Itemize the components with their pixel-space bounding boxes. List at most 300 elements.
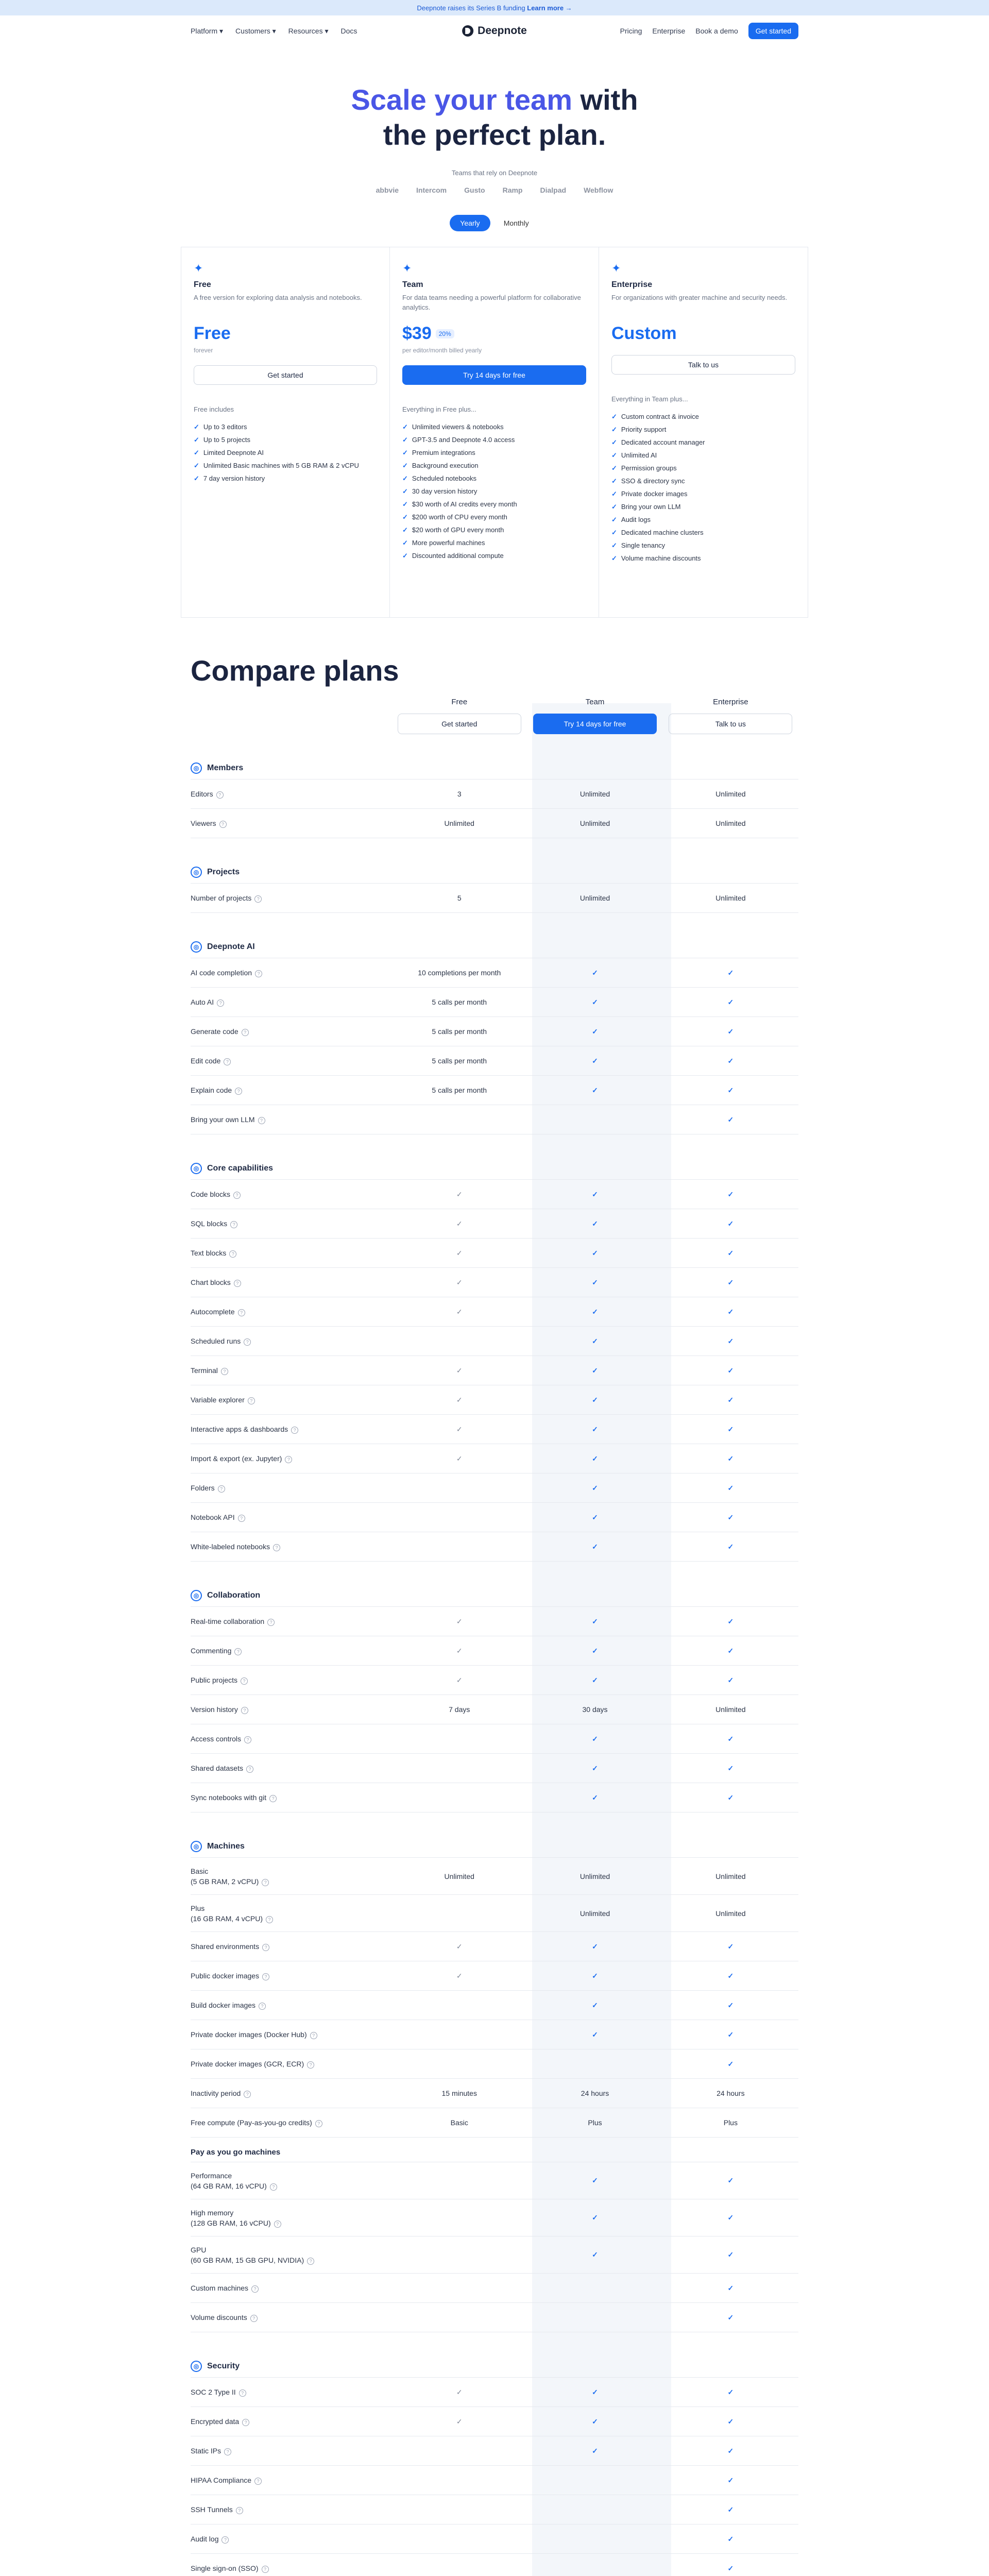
- info-icon[interactable]: ?: [269, 1795, 277, 1802]
- value-cell: [391, 1057, 527, 1065]
- feature-label-text: Auto AI: [191, 998, 214, 1006]
- info-icon[interactable]: ?: [262, 1973, 269, 1980]
- value-cell: [663, 1617, 798, 1626]
- value-text: Unlimited: [579, 1872, 610, 1880]
- value-text: 5 calls per month: [432, 1057, 487, 1065]
- check-icon: ✓: [592, 1395, 598, 1404]
- feature-label-text: Text blocks: [191, 1249, 227, 1257]
- section-header: [191, 936, 798, 958]
- feature-label-text: Performance: [191, 2171, 232, 2180]
- check-icon: ✓: [727, 1646, 734, 1655]
- feature-label: [191, 1056, 391, 1066]
- section-header: [191, 757, 798, 779]
- value-cell: [527, 1676, 662, 1685]
- value-text: Unlimited: [715, 790, 746, 798]
- value-cell: [663, 1425, 798, 1434]
- feature-label-text: Shared datasets: [191, 1764, 243, 1772]
- check-icon: ✓: [592, 1278, 598, 1286]
- value-cell: [391, 2089, 527, 2097]
- value-text: Unlimited: [715, 1909, 746, 1918]
- feature-label-text: High memory: [191, 2208, 234, 2217]
- value-cell: [391, 790, 527, 798]
- value-text: Unlimited: [715, 1872, 746, 1880]
- feature-label-text: Custom machines: [191, 2284, 249, 2292]
- nav-resources[interactable]: Resources ▾: [288, 26, 329, 35]
- info-icon[interactable]: ?: [262, 1879, 269, 1886]
- table-row: [191, 2466, 798, 2495]
- info-icon[interactable]: ?: [267, 1619, 275, 1626]
- info-icon[interactable]: ?: [236, 2507, 243, 2514]
- check-icon: ✓: [727, 1027, 734, 1036]
- value-cell: [663, 2060, 798, 2069]
- value-cell: [527, 1793, 662, 1802]
- logo-gusto: Gusto: [464, 186, 485, 194]
- feature-label-text: (64 GB RAM, 16 vCPU): [191, 2181, 267, 2190]
- value-cell: [391, 1190, 527, 1199]
- table-row: [191, 958, 798, 988]
- info-icon[interactable]: ?: [307, 2061, 314, 2069]
- feature-label: [191, 1866, 391, 1887]
- feature-label: [191, 789, 391, 799]
- feature-label-text: Encrypted data: [191, 2417, 240, 2426]
- plan-price-sub: forever: [194, 347, 213, 354]
- table-row: [191, 1724, 798, 1754]
- feature-label-text: Volume discounts: [191, 2313, 247, 2321]
- table-row: [191, 1932, 798, 1961]
- feature-label-text: Free compute (Pay-as-you-go credits): [191, 2119, 312, 2127]
- info-icon[interactable]: ?: [262, 2566, 269, 2573]
- info-icon[interactable]: ?: [244, 2091, 251, 2098]
- info-icon[interactable]: ?: [266, 1916, 273, 1923]
- value-cell: [391, 2119, 527, 2127]
- value-cell: [663, 2119, 798, 2127]
- value-text: 5 calls per month: [432, 998, 487, 1006]
- check-icon: ✓: [592, 2176, 598, 2184]
- value-text: 5 calls per month: [432, 1086, 487, 1094]
- check-icon: ✓: [592, 1617, 598, 1625]
- info-icon[interactable]: ?: [234, 1648, 242, 1655]
- info-icon[interactable]: ?: [270, 2183, 277, 2191]
- feature-label-text: Plus: [191, 1904, 205, 1912]
- value-cell: [527, 998, 662, 1007]
- check-icon: ✓: [592, 1734, 598, 1743]
- plan-price-value: Custom: [611, 324, 677, 343]
- toggle-monthly[interactable]: Monthly: [503, 219, 529, 227]
- free-plan-icon: ✦: [194, 262, 203, 275]
- plan-card-free: [181, 247, 390, 618]
- value-cell: [663, 2476, 798, 2485]
- compare-col-cta[interactable]: Try 14 days for free: [533, 714, 657, 734]
- nav-enterprise[interactable]: Enterprise: [652, 27, 686, 35]
- plan-cards: [0, 247, 989, 618]
- table-row: [191, 2495, 798, 2524]
- feature-label-text: SQL blocks: [191, 1219, 228, 1228]
- feature-label-text: Static IPs: [191, 2447, 221, 2455]
- check-icon: ✓: [592, 1056, 598, 1065]
- value-cell: [663, 998, 798, 1007]
- section-title: Members: [207, 763, 244, 772]
- feature-label: [191, 1734, 391, 1744]
- value-text: Basic: [450, 2119, 468, 2127]
- check-icon: ✓: [727, 968, 734, 977]
- value-cell: [391, 1027, 527, 1036]
- info-icon[interactable]: ?: [234, 1280, 241, 1287]
- feature-label: [191, 1483, 391, 1493]
- table-row: [191, 779, 798, 809]
- info-icon[interactable]: ?: [235, 1088, 242, 1095]
- plan-description: A free version for exploring data analysis and notebooks.: [194, 294, 362, 301]
- check-icon: ✓: [592, 1336, 598, 1345]
- feature-label-text: Public projects: [191, 1676, 238, 1684]
- info-icon[interactable]: ?: [246, 1766, 253, 1773]
- table-row: [191, 1666, 798, 1695]
- value-cell: [663, 1308, 798, 1316]
- feature-label: [191, 2000, 391, 2010]
- info-icon[interactable]: ?: [219, 821, 227, 828]
- nav-platform[interactable]: Platform ▾: [191, 26, 224, 35]
- value-cell: [527, 2388, 662, 2397]
- plan-price: [611, 324, 795, 344]
- check-icon: ✓: [727, 2564, 734, 2572]
- section-title: Deepnote AI: [207, 942, 255, 951]
- toggle-yearly[interactable]: Yearly: [450, 215, 490, 231]
- plan-price-value: Free: [194, 324, 231, 343]
- logo-ramp: Ramp: [502, 186, 523, 194]
- info-icon[interactable]: ?: [251, 2285, 259, 2293]
- check-icon: ✓: [727, 1190, 734, 1198]
- check-icon: ✓: [456, 1425, 463, 1433]
- feature-label-text: Terminal: [191, 1366, 218, 1375]
- info-icon[interactable]: ?: [315, 2120, 322, 2127]
- value-cell: [527, 790, 662, 798]
- value-cell: [663, 1676, 798, 1685]
- get-started-button[interactable]: Get started: [748, 23, 798, 39]
- check-icon: ✓: [727, 1248, 734, 1257]
- value-cell: [527, 1027, 662, 1036]
- info-icon[interactable]: ?: [310, 2032, 317, 2039]
- section-header: [191, 861, 798, 884]
- table-row: [191, 2162, 798, 2199]
- info-icon[interactable]: ?: [273, 1544, 280, 1551]
- value-cell: [663, 819, 798, 827]
- value-cell: [663, 2001, 798, 2010]
- plan-price-sub: per editor/month billed yearly: [402, 347, 482, 354]
- feature-label: [191, 1941, 391, 1952]
- info-icon[interactable]: ?: [285, 1456, 292, 1463]
- feature-label-text: SSH Tunnels: [191, 2505, 233, 2514]
- info-icon[interactable]: ?: [242, 2419, 249, 2426]
- check-icon: ✓: [727, 2176, 734, 2184]
- info-icon[interactable]: ?: [216, 791, 224, 799]
- plan-feature: ✓ Priority support: [611, 423, 795, 436]
- check-icon: ✓: [456, 1366, 463, 1375]
- billing-toggle[interactable]: [0, 215, 989, 231]
- check-icon: ✓: [592, 2001, 598, 2009]
- feature-label-text: Real-time collaboration: [191, 1617, 265, 1625]
- info-icon[interactable]: ?: [238, 1515, 245, 1522]
- table-row: [191, 1961, 798, 1991]
- logo-webflow: Webflow: [584, 186, 613, 194]
- shield-icon: ◎: [191, 2361, 202, 2372]
- info-icon[interactable]: ?: [254, 895, 262, 903]
- value-cell: [663, 1909, 798, 1918]
- feature-label-text: Private docker images (GCR, ECR): [191, 2060, 304, 2068]
- info-icon[interactable]: ?: [307, 2258, 314, 2265]
- plan-feature-list: [402, 420, 586, 562]
- logo-text: Deepnote: [478, 25, 527, 37]
- announcement-banner[interactable]: [0, 0, 989, 15]
- table-row: [191, 2524, 798, 2554]
- info-icon[interactable]: ?: [242, 1029, 249, 1036]
- plan-description: For organizations with greater machine and security needs.: [611, 294, 788, 301]
- table-row: [191, 1327, 798, 1356]
- banner-link[interactable]: Learn more →: [527, 4, 572, 12]
- plan-feature: ✓ Background execution: [402, 459, 586, 472]
- feature-label-text: AI code completion: [191, 969, 252, 977]
- check-icon: ✓: [456, 2417, 463, 2426]
- value-cell: [663, 1454, 798, 1463]
- info-icon[interactable]: ?: [221, 2536, 229, 2544]
- check-icon: ✓: [592, 1027, 598, 1036]
- banner-text: Deepnote raises its Series B funding: [417, 4, 525, 12]
- check-icon: ✓: [727, 1764, 734, 1772]
- feature-label-text: Bring your own LLM: [191, 1115, 255, 1124]
- plan-card-enterprise: [599, 247, 808, 618]
- value-cell: [391, 998, 527, 1006]
- table-row: [191, 809, 798, 838]
- feature-label: [191, 1763, 391, 1773]
- check-icon: ✓: [456, 1454, 463, 1463]
- value-cell: [527, 1942, 662, 1951]
- section-members: [191, 757, 798, 838]
- value-cell: [391, 1647, 527, 1655]
- feature-label: [191, 1307, 391, 1317]
- value-cell: [391, 1454, 527, 1463]
- check-icon: ✓: [592, 2250, 598, 2259]
- check-icon: ✓: [592, 1248, 598, 1257]
- plan-feature: ✓ GPT-3.5 and Deepnote 4.0 access: [402, 433, 586, 446]
- plan-feature: ✓ Unlimited Basic machines with 5 GB RAM & 2 vCPU: [194, 459, 377, 472]
- value-cell: [391, 1676, 527, 1685]
- check-icon: ✓: [727, 1425, 734, 1433]
- compare-col-name: Enterprise: [713, 698, 748, 706]
- info-icon[interactable]: ?: [233, 1192, 241, 1199]
- feature-label-text: (16 GB RAM, 4 vCPU): [191, 1914, 263, 1923]
- machine-icon: ◎: [191, 1841, 202, 1852]
- value-cell: [391, 1308, 527, 1316]
- info-icon[interactable]: ?: [244, 1338, 251, 1346]
- value-text: Unlimited: [444, 1872, 474, 1880]
- feature-label-text: Sync notebooks with git: [191, 1793, 267, 1802]
- value-cell: [663, 2417, 798, 2426]
- info-icon[interactable]: ?: [221, 1368, 228, 1375]
- section-title: Collaboration: [207, 1590, 261, 1600]
- value-cell: [527, 1337, 662, 1346]
- info-icon[interactable]: ?: [255, 970, 262, 977]
- value-text: 5: [457, 894, 462, 902]
- table-row: [191, 1895, 798, 1932]
- check-icon: ✓: [592, 1513, 598, 1521]
- nav-docs[interactable]: Docs: [340, 27, 357, 35]
- check-icon: ✓: [456, 1617, 463, 1625]
- table-row: [191, 1636, 798, 1666]
- feature-label-text: Scheduled runs: [191, 1337, 241, 1345]
- feature-label: [191, 2283, 391, 2293]
- value-cell: [527, 2001, 662, 2010]
- info-icon[interactable]: ?: [248, 1397, 255, 1404]
- compare-col-cta[interactable]: Get started: [398, 714, 521, 734]
- value-cell: [663, 2213, 798, 2222]
- info-icon[interactable]: ?: [218, 1485, 225, 1493]
- table-row: [191, 1017, 798, 1046]
- value-text: 10 completions per month: [418, 969, 501, 977]
- compare-col-name: Team: [585, 698, 605, 706]
- feature-label: [191, 2446, 391, 2456]
- value-cell: [527, 1735, 662, 1743]
- value-cell: [663, 1793, 798, 1802]
- value-text: Unlimited: [579, 894, 610, 902]
- check-icon: ✓: [456, 1190, 463, 1198]
- info-icon[interactable]: ?: [254, 2478, 262, 2485]
- plan-feature: ✓ Limited Deepnote AI: [194, 446, 377, 459]
- value-text: Plus: [723, 2119, 738, 2127]
- feature-label: [191, 1453, 391, 1464]
- value-cell: [663, 1115, 798, 1124]
- feature-label: [191, 2208, 391, 2228]
- value-cell: [663, 1705, 798, 1714]
- hero-title: [0, 82, 989, 152]
- plan-name: Free: [194, 280, 211, 289]
- info-icon[interactable]: ?: [241, 1677, 248, 1685]
- info-icon[interactable]: ?: [250, 2315, 258, 2322]
- value-cell: [391, 969, 527, 977]
- hero-word-team: your team: [426, 83, 572, 116]
- feature-label-text: White-labeled notebooks: [191, 1543, 270, 1551]
- plan-feature: ✓ $200 worth of CPU every month: [402, 511, 586, 523]
- check-icon: ✓: [592, 1675, 598, 1684]
- table-row: [191, 2436, 798, 2466]
- value-cell: [663, 2284, 798, 2293]
- feature-label-text: Autocomplete: [191, 1308, 235, 1316]
- check-icon: ✓: [456, 1971, 463, 1980]
- value-cell: [527, 1909, 662, 1918]
- section-header: [191, 2355, 798, 2378]
- logo[interactable]: [462, 25, 527, 37]
- plan-feature: ✓ Up to 5 projects: [194, 433, 377, 446]
- value-cell: [663, 2313, 798, 2322]
- value-cell: [527, 1308, 662, 1316]
- info-icon[interactable]: ?: [244, 1736, 251, 1743]
- plan-description: For data teams needing a powerful platform for collaborative analytics.: [402, 294, 581, 311]
- plan-feature-list: [194, 420, 377, 485]
- table-row: [191, 2108, 798, 2138]
- feature-label: [191, 2245, 391, 2265]
- nav-customers[interactable]: Customers ▾: [235, 26, 276, 35]
- table-row: [191, 2378, 798, 2407]
- feature-label-text: Public docker images: [191, 1972, 260, 1980]
- check-icon: ✓: [727, 1513, 734, 1521]
- plan-cta-button[interactable]: Try 14 days for free: [402, 365, 586, 385]
- plan-feature: ✓ Bring your own LLM: [611, 500, 795, 513]
- table-row: [191, 1046, 798, 1076]
- logo-abbvie: abbvie: [376, 186, 399, 194]
- check-icon: ✓: [727, 2313, 734, 2321]
- check-icon: ✓: [456, 1675, 463, 1684]
- feature-label: [191, 1971, 391, 1981]
- table-row: [191, 1858, 798, 1895]
- plan-feature: ✓ Single tenancy: [611, 539, 795, 552]
- team-plan-icon: ✦: [402, 262, 412, 275]
- compare-col-cta[interactable]: Talk to us: [669, 714, 792, 734]
- check-icon: ✓: [592, 2030, 598, 2039]
- table-row: [191, 1356, 798, 1385]
- info-icon[interactable]: ?: [217, 999, 224, 1007]
- plan-feature: ✓ Scheduled notebooks: [402, 472, 586, 485]
- value-text: Unlimited: [579, 1909, 610, 1918]
- value-text: Plus: [588, 2119, 602, 2127]
- check-icon: ✓: [727, 2387, 734, 2396]
- info-icon[interactable]: ?: [224, 2448, 231, 2455]
- plan-cta-button[interactable]: Get started: [194, 365, 377, 385]
- check-icon: ✓: [456, 1646, 463, 1655]
- value-cell: [527, 1647, 662, 1655]
- hero-word-with: with: [572, 83, 638, 116]
- feature-label-text: Inactivity period: [191, 2089, 241, 2097]
- value-cell: [663, 1647, 798, 1655]
- info-icon[interactable]: ?: [238, 1309, 245, 1316]
- folder-icon: ◎: [191, 867, 202, 878]
- value-cell: [391, 1249, 527, 1258]
- info-icon[interactable]: ?: [239, 2389, 246, 2397]
- check-icon: ✓: [727, 1675, 734, 1684]
- feature-label: [191, 1792, 391, 1803]
- section-security: [191, 2355, 798, 2576]
- check-icon: ✓: [727, 2476, 734, 2484]
- feature-label: [191, 1424, 391, 1434]
- info-icon[interactable]: ?: [230, 1221, 237, 1228]
- plan-name: Team: [402, 280, 423, 289]
- feature-label-text: Number of projects: [191, 894, 252, 902]
- check-icon: ✓: [727, 1542, 734, 1551]
- core-icon: ◎: [191, 1163, 202, 1174]
- info-icon[interactable]: ?: [241, 1707, 248, 1714]
- compare-plans: [191, 654, 798, 2576]
- nav-pricing[interactable]: Pricing: [620, 27, 642, 35]
- nav-book-a-demo[interactable]: Book a demo: [695, 27, 738, 35]
- feature-label-text: Version history: [191, 1705, 238, 1714]
- compare-header-spacer: [191, 698, 391, 734]
- feature-label: [191, 2416, 391, 2427]
- info-icon[interactable]: ?: [259, 2003, 266, 2010]
- plan-cta-button[interactable]: Talk to us: [611, 355, 795, 375]
- section-title: Security: [207, 2361, 240, 2370]
- info-icon[interactable]: ?: [274, 2221, 281, 2228]
- check-icon: ✓: [727, 1307, 734, 1316]
- info-icon[interactable]: ?: [229, 1250, 236, 1258]
- value-cell: [391, 1366, 527, 1375]
- plan-feature: ✓ Discounted additional compute: [402, 549, 586, 562]
- section-title: Machines: [207, 1841, 245, 1851]
- info-icon[interactable]: ?: [291, 1427, 298, 1434]
- plan-includes-label: Everything in Free plus...: [402, 405, 476, 413]
- value-text: Unlimited: [715, 819, 746, 827]
- check-icon: ✓: [592, 968, 598, 977]
- info-icon[interactable]: ?: [262, 1944, 269, 1951]
- info-icon[interactable]: ?: [224, 1058, 231, 1065]
- table-row: [191, 1695, 798, 1724]
- logo-dialpad: Dialpad: [540, 186, 567, 194]
- info-icon[interactable]: ?: [258, 1117, 265, 1124]
